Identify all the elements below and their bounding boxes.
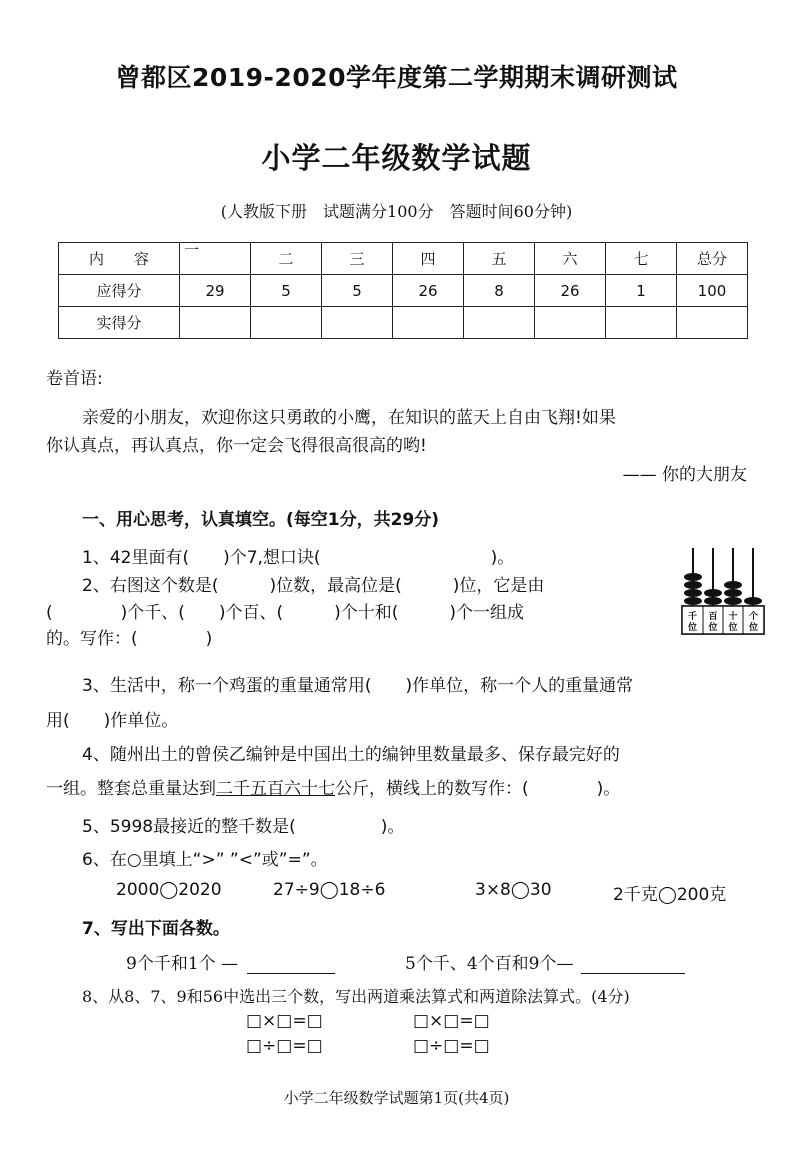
score-table — [58, 242, 748, 339]
actual-score-cell[interactable] — [606, 307, 677, 339]
table-row — [59, 307, 748, 339]
expected-score: 1 — [606, 275, 677, 307]
question-7b — [405, 949, 685, 974]
abacus-label-thousands: 千 — [687, 612, 698, 622]
abacus-label-hundreds-2: 位 — [708, 623, 718, 633]
expected-score: 26 — [393, 275, 464, 307]
expected-score: 5 — [251, 275, 322, 307]
actual-score-cell[interactable] — [393, 307, 464, 339]
actual-score-cell[interactable] — [535, 307, 606, 339]
column-header: 四 — [393, 243, 464, 275]
row-header-actual: 实得分 — [59, 307, 180, 339]
abacus-image — [680, 543, 766, 635]
column-header: 一 — [180, 243, 251, 275]
preface-label: 卷首语: — [46, 369, 103, 389]
question-7a — [126, 949, 335, 974]
question-5: 5、5998最接近的整千数是( )。 — [82, 817, 405, 837]
abacus-label-hundreds: 百 — [708, 612, 718, 622]
expected-score: 26 — [535, 275, 606, 307]
abacus-label-ones: 个 — [748, 612, 759, 622]
preface-line-1: 亲爱的小朋友，欢迎你这只勇敢的小鹰，在知识的蓝天上自由飞翔!如果 — [82, 408, 616, 428]
compare-item: 2千克◯200克 — [613, 885, 727, 905]
abacus-label-tens-2: 位 — [728, 623, 738, 633]
answer-line[interactable] — [581, 973, 685, 974]
formula-multiplication-2: □×□=□ — [413, 1011, 490, 1031]
actual-score-cell[interactable] — [180, 307, 251, 339]
question-7a-label: 9个千和1个 — — [126, 954, 239, 974]
abacus-label-thousands-2: 位 — [687, 623, 698, 633]
column-header: 六 — [535, 243, 606, 275]
question-2-line-1: 2、右图这个数是( )位数，最高位是( )位，它是由 — [82, 576, 545, 596]
row-header-expected: 应得分 — [59, 275, 180, 307]
compare-item: 27÷9◯18÷6 — [273, 880, 386, 900]
question-7b-label: 5个千、4个百和9个— — [405, 954, 574, 974]
abacus-label-ones-2: 位 — [748, 623, 759, 633]
compare-item: 3×8◯30 — [475, 880, 552, 900]
actual-score-cell[interactable] — [464, 307, 535, 339]
row-header-content: 内 容 — [59, 243, 180, 275]
expected-score: 29 — [180, 275, 251, 307]
question-4-line-2 — [46, 774, 620, 799]
question-3-line-2: 用( )作单位。 — [46, 711, 179, 731]
question-6: 6、在○里填上“>” ”<”或”=”。 — [82, 850, 328, 870]
question-7: 7、写出下面各数。 — [82, 919, 230, 939]
compare-item: 2000◯2020 — [116, 880, 222, 900]
actual-score-cell[interactable] — [251, 307, 322, 339]
page-footer: 小学二年级数学试题第1页(共4页) — [283, 1089, 510, 1107]
formula-division-2: □÷□=□ — [413, 1036, 490, 1056]
exam-info: (人教版下册 试题满分100分 答题时间60分钟) — [220, 202, 573, 221]
expected-score: 5 — [322, 275, 393, 307]
section-1-heading: 一、用心思考，认真填空。(每空1分，共29分) — [82, 510, 440, 530]
question-4-text-pre: 一组。整套总重量达到 — [46, 779, 216, 799]
question-4-underlined-number: 二千五百六十七 — [216, 779, 335, 799]
answer-line[interactable] — [247, 973, 335, 974]
question-8: 8、从8、7、9和56中选出三个数，写出两道乘法算式和两道除法算式。(4分) — [82, 987, 630, 1006]
abacus-label-tens: 十 — [728, 612, 738, 622]
expected-score: 100 — [677, 275, 748, 307]
question-4-line-1: 4、随州出土的曾侯乙编钟是中国出土的编钟里数量最多、保存最完好的 — [82, 745, 620, 765]
question-3-line-1: 3、生活中，称一个鸡蛋的重量通常用( )作单位，称一个人的重量通常 — [82, 676, 634, 696]
actual-score-cell[interactable] — [322, 307, 393, 339]
column-header: 总分 — [677, 243, 748, 275]
question-1: 1、42里面有( )个7,想口诀( )。 — [82, 548, 515, 568]
column-header: 七 — [606, 243, 677, 275]
preface-line-2: 你认真点，再认真点，你一定会飞得很高很高的哟! — [46, 436, 427, 456]
formula-multiplication-1: □×□=□ — [246, 1011, 323, 1031]
column-header: 二 — [251, 243, 322, 275]
exam-subtitle: 小学二年级数学试题 — [261, 141, 532, 175]
question-4-text-post: 公斤，横线上的数写作：( )。 — [335, 779, 621, 799]
formula-division-1: □÷□=□ — [246, 1036, 323, 1056]
column-header: 五 — [464, 243, 535, 275]
preface-signature: —— 你的大朋友 — [622, 465, 747, 485]
question-2-line-3: 的。写作：( ) — [46, 629, 213, 649]
expected-score: 8 — [464, 275, 535, 307]
actual-score-cell[interactable] — [677, 307, 748, 339]
column-header: 三 — [322, 243, 393, 275]
table-row — [59, 275, 748, 307]
exam-title: 曾都区2019-2020学年度第二学期期末调研测试 — [115, 63, 678, 92]
table-row — [59, 243, 748, 275]
question-2-line-2: ( )个千、( )个百、( )个十和( )个一组成 — [46, 603, 525, 623]
